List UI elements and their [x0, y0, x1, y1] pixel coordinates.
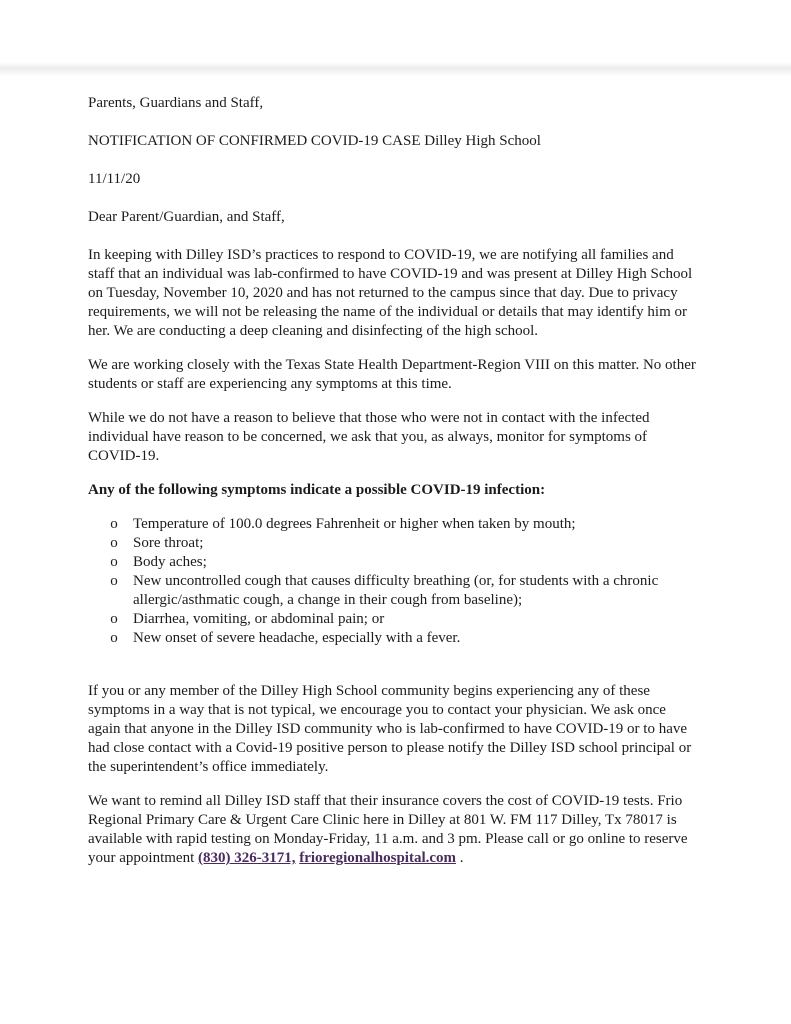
list-item: o Sore throat; [88, 534, 700, 553]
notice-title: NOTIFICATION OF CONFIRMED COVID-19 CASE Dilley High School [88, 133, 541, 149]
phone-link[interactable]: (830) 326-3171, [197, 850, 296, 866]
paragraph-testing [88, 792, 700, 868]
letter-page [88, 94, 700, 868]
scan-edge-shadow [0, 62, 791, 76]
greeting: Dear Parent/Guardian, and Staff, [88, 209, 285, 225]
bullet-icon: o [110, 554, 118, 570]
testing-end: . [459, 850, 464, 866]
salutation-top: Parents, Guardians and Staff, [88, 95, 264, 111]
bullet-icon: o [110, 630, 118, 646]
bullet-icon: o [110, 573, 118, 589]
symptoms-heading: Any of the following symptoms indicate a possible COVID-19 infection: [88, 482, 546, 498]
testing-text: We want to remind all Dilley ISD staff that their insurance covers the cost of COVID-19 tests. Frio Regional Primary Care & Urgent Care Clinic here in Dilley at 801 W. FM 117 Dilley, Tx 78017 is available with rapid testing on Monday-Friday, 11 a.m. and 3 pm. Please call or go online to reserve your appointment [88, 793, 688, 866]
symptoms-list [88, 515, 700, 648]
list-item: o Body aches; [88, 553, 700, 572]
bullet-icon: o [110, 516, 118, 532]
letter-date: 11/11/20 [88, 171, 141, 187]
paragraph-contact-physician: If you or any member of the Dilley High School community begins experiencing any of these symptoms in a way that is not typical, we encourage you to contact your physician. We ask once again that anyone in the Dilley ISD community who is lab-confirmed to have COVID-19 or to have had close contact with a Covid-19 positive person to please notify the Dilley ISD school principal or the superintendent’s office immediately. [88, 683, 692, 775]
paragraph-monitor: While we do not have a reason to believe that those who were not in contact with the infected individual have reason to be concerned, we ask that you, as always, monitor for symptoms of COVID-19. [88, 410, 650, 464]
list-item: o New uncontrolled cough that causes difficulty breathing (or, for students with a chronic allergic/asthmatic cough, a change in their cough from baseline); [88, 572, 700, 610]
paragraph-notification: In keeping with Dilley ISD’s practices to respond to COVID-19, we are notifying all families and staff that an individual was lab-confirmed to have COVID-19 and was present at Dilley High School on Tuesday, November 10, 2020 and has not returned to the campus since that day. Due to privacy requirements, we will not be releasing the name of the individual or details that may identify him or her. We are conducting a deep cleaning and disinfecting of the high school. [88, 247, 693, 339]
list-item: o Diarrhea, vomiting, or abdominal pain; or [88, 610, 700, 629]
list-item: o Temperature of 100.0 degrees Fahrenheit or higher when taken by mouth; [88, 515, 700, 534]
bullet-icon: o [110, 535, 118, 551]
website-link[interactable]: frioregionalhospital.com [299, 850, 457, 866]
bullet-icon: o [110, 611, 118, 627]
paragraph-health-department: We are working closely with the Texas State Health Department-Region VIII on this matter. No other students or staff are experiencing any symptoms at this time. [88, 357, 696, 392]
list-item: o New onset of severe headache, especially with a fever. [88, 629, 700, 648]
